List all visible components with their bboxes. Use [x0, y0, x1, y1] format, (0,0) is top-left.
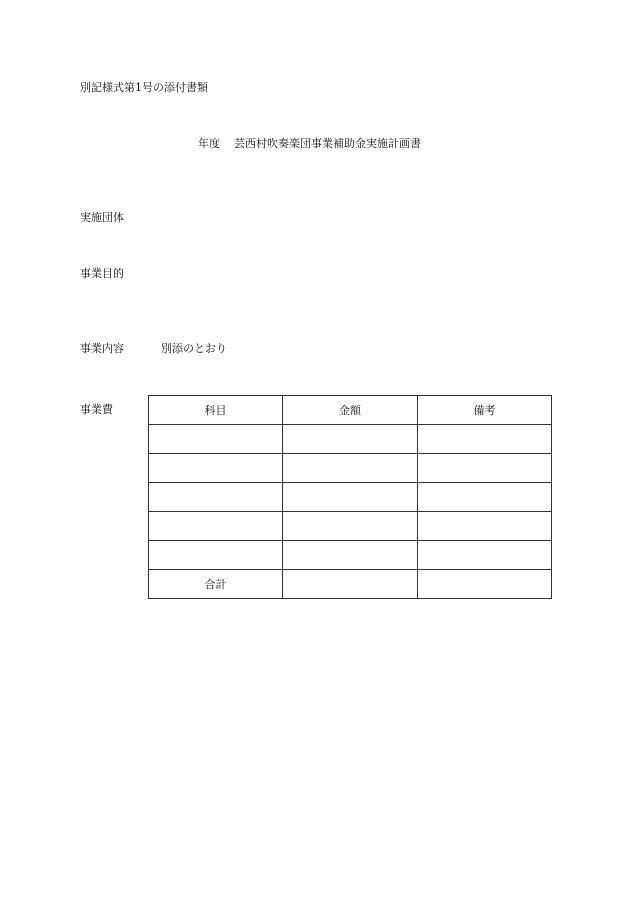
cell-amount [283, 541, 418, 570]
cell-remarks [418, 483, 552, 512]
title-text: 芸西村吹奏楽団事業補助金実施計画書 [234, 137, 421, 150]
cell-amount [283, 425, 418, 454]
total-remarks [418, 570, 552, 599]
table-row [149, 454, 552, 483]
cell-remarks [418, 512, 552, 541]
cell-amount [283, 483, 418, 512]
cell-item [149, 454, 283, 483]
document-title [198, 137, 421, 151]
table-row [149, 541, 552, 570]
table-row [149, 512, 552, 541]
header-remarks: 備考 [418, 396, 552, 425]
cell-item [149, 512, 283, 541]
cost-table [148, 395, 552, 599]
header-amount: 金額 [283, 396, 418, 425]
header-item: 科目 [149, 396, 283, 425]
cell-item [149, 483, 283, 512]
total-label: 合計 [149, 570, 283, 599]
cell-remarks [418, 425, 552, 454]
cell-amount [283, 512, 418, 541]
cell-remarks [418, 541, 552, 570]
total-row [149, 570, 552, 599]
form-reference: 別記様式第1号の添付書類 [80, 81, 208, 94]
cost-table-header-row [149, 396, 552, 425]
total-amount [283, 570, 418, 599]
cell-item [149, 425, 283, 454]
table-row [149, 483, 552, 512]
cost-label: 事業費 [80, 403, 113, 416]
content-value: 別添のとおり [161, 342, 227, 355]
cell-remarks [418, 454, 552, 483]
purpose-label: 事業目的 [80, 267, 124, 280]
cell-item [149, 541, 283, 570]
content-label: 事業内容 [80, 342, 124, 355]
table-row [149, 425, 552, 454]
cell-amount [283, 454, 418, 483]
organization-label: 実施団体 [80, 211, 124, 224]
title-year-prefix: 年度 [198, 137, 220, 150]
